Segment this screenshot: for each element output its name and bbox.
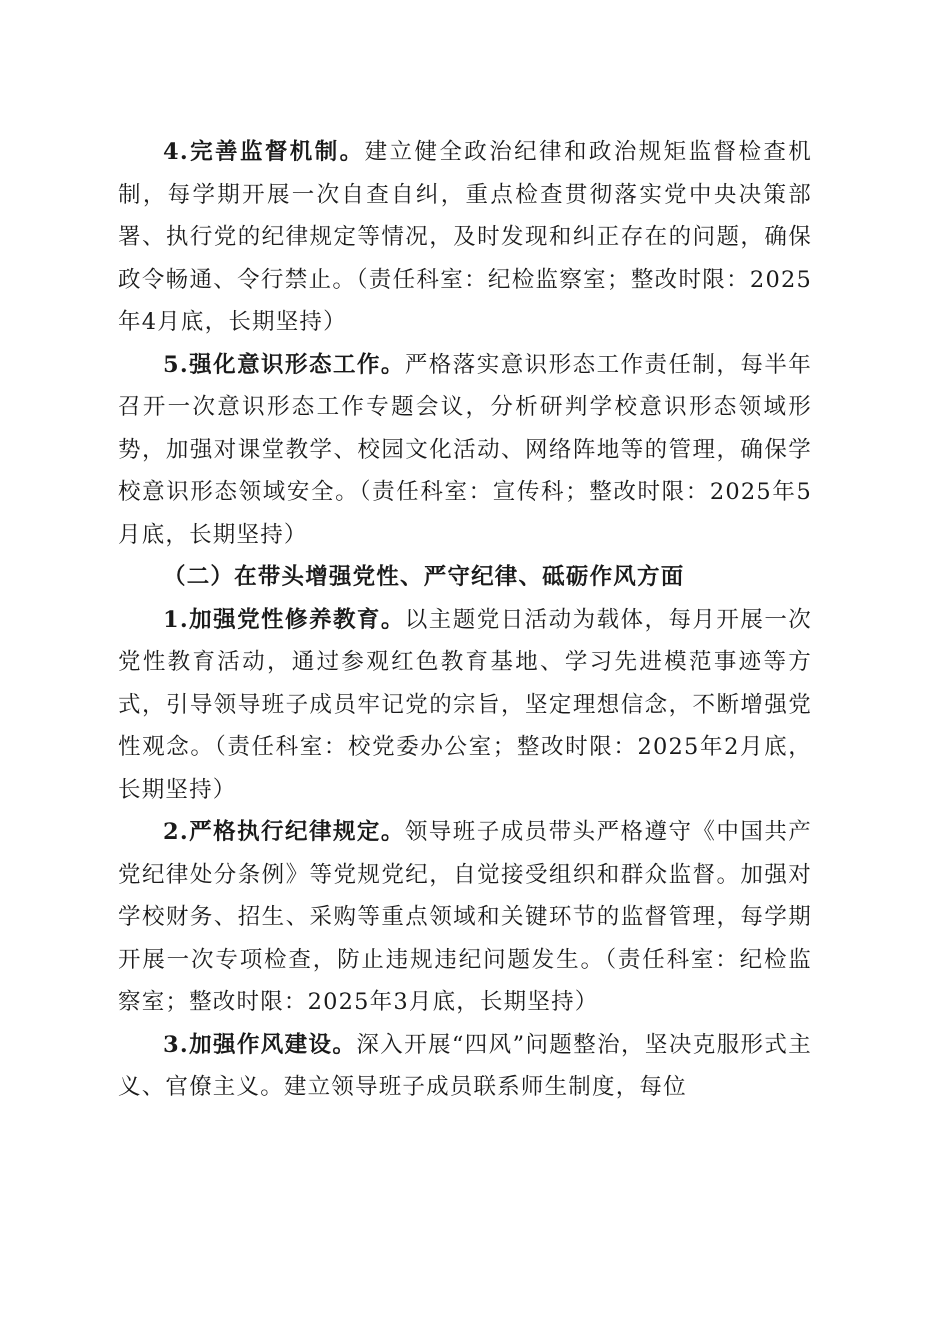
section-item-1-body: 以主题党日活动为载体，每月开展一次党性教育活动，通过参观红色教育基地、学习先进模范事迹等方式，引导领导班子成员牢记党的宗旨，坚定理想信念，不断增强党性观念。（责任科室：校党委办公室；整改时限：2025年2月底，长期坚持） xyxy=(118,606,812,803)
item-5-paragraph xyxy=(118,344,812,557)
item-4-paragraph xyxy=(118,131,812,344)
item-4-title xyxy=(163,139,365,165)
item-5-body: 严格落实意识形态工作责任制，每半年召开一次意识形态工作专题会议，分析研判学校意识形态领域形势，加强对课堂教学、校园文化活动、网络阵地等的管理，确保学校意识形态领域安全。（责任科室：宣传科；整改时限：2025年5月底，长期坚持） xyxy=(118,351,812,548)
item-4-heading: 完善监督机制。 xyxy=(188,139,365,165)
section-item-3-title xyxy=(163,1032,356,1058)
section-item-1-paragraph xyxy=(118,599,812,812)
document-page xyxy=(118,131,812,1109)
item-5-number: 5. xyxy=(163,351,189,378)
section-item-2-title xyxy=(163,819,405,845)
section-item-2-body: 领导班子成员带头严格遵守《中国共产党纪律处分条例》等党规党纪，自觉接受组织和群众监督。加强对学校财务、招生、采购等重点领域和关键环节的监督管理，每学期开展一次专项检查，防止违规违纪问题发生。（责任科室：纪检监察室；整改时限：2025年3月底，长期坚持） xyxy=(118,819,812,1015)
section-item-2-heading: 严格执行纪律规定。 xyxy=(188,819,405,845)
item-4-body: 建立健全政治纪律和政治规矩监督检查机制，每学期开展一次自查自纠，重点检查贯彻落实党中央决策部署、执行党的纪律规定等情况，及时发现和纠正存在的问题，确保政令畅通、令行禁止。（责任科室：纪检监察室；整改时限：2025年4月底，长期坚持） xyxy=(118,139,812,335)
section-heading: （二）在带头增强党性、严守纪律、砥砺作风方面 xyxy=(163,564,685,590)
section-item-3-heading: 加强作风建设。 xyxy=(188,1031,357,1058)
section-item-1-number: 1. xyxy=(163,606,189,633)
section-item-2-number: 2. xyxy=(163,819,189,845)
section-item-3-number: 3. xyxy=(163,1031,189,1058)
section-item-1-title xyxy=(163,607,405,633)
item-5-heading: 强化意识形态工作。 xyxy=(188,351,405,378)
section-item-3-body: 深入开展“四风”问题整治，坚决克服形式主义、官僚主义。建立领导班子成员联系师生制度，每位 xyxy=(118,1031,812,1100)
section-item-2-paragraph xyxy=(118,811,812,1024)
item-4-number: 4. xyxy=(163,139,189,165)
section-item-3-paragraph xyxy=(118,1024,812,1109)
item-5-title xyxy=(163,352,405,378)
section-item-1-heading: 加强党性修养教育。 xyxy=(188,606,405,633)
